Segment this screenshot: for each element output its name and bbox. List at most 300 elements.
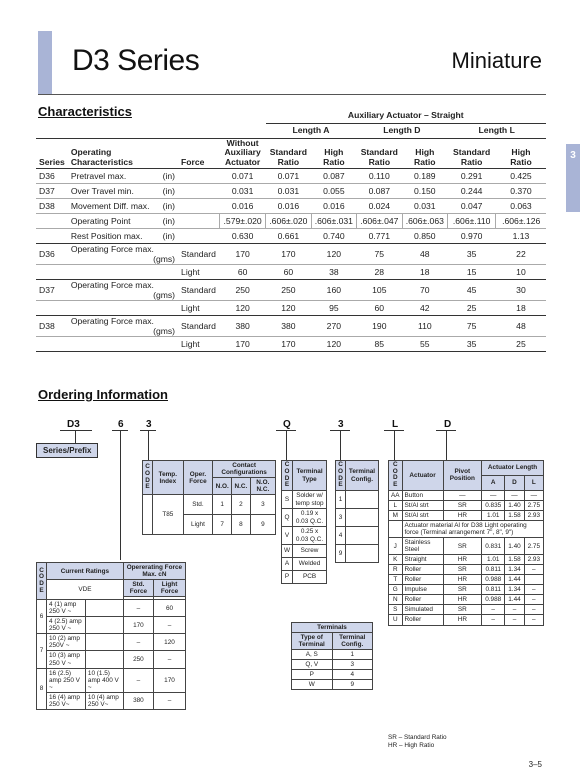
- col-std-a-l1: Standard: [269, 147, 307, 158]
- actuator-len-l: 2.75: [524, 538, 543, 555]
- value-cell: 30: [496, 280, 546, 301]
- actuator-len-l: —: [524, 490, 543, 500]
- char-row: [36, 214, 546, 229]
- force-light: Light: [183, 515, 213, 535]
- actuator-code: [389, 521, 403, 538]
- actuator-len-l: –: [524, 585, 543, 595]
- terminals-col1: Type of Terminal: [292, 633, 333, 650]
- actuator-pivot: SR: [443, 538, 482, 555]
- value-cell: 120: [311, 244, 356, 265]
- col-without-l2: Auxiliary: [224, 147, 261, 158]
- value-cell: 0.850: [402, 229, 447, 244]
- config-code: 4: [336, 527, 346, 545]
- actuator-code: T: [389, 575, 403, 585]
- length-l: L: [524, 475, 543, 490]
- terminals-body: [292, 650, 373, 690]
- rating: 10 (2) amp 250V ~: [47, 634, 86, 651]
- nc-header: N.C.: [232, 478, 251, 495]
- value-cell: 0.740: [311, 229, 356, 244]
- char-cell: [68, 184, 178, 199]
- light-force: –: [154, 651, 186, 668]
- col-high-a-l1: High: [324, 147, 344, 158]
- series-cell: D38: [36, 316, 68, 337]
- col-std-a: [266, 138, 312, 169]
- header-accent-bar: [38, 31, 52, 95]
- terminal-config-cell: 1: [332, 650, 372, 660]
- series-prefix-box: Series/Prefix: [36, 443, 98, 458]
- actuator-len-a: 1.01: [482, 555, 505, 565]
- col-force: Force: [178, 138, 220, 169]
- actuator-len-d: 1.44: [505, 575, 524, 585]
- value-cell: 28: [356, 265, 402, 280]
- actuator-code: G: [389, 585, 403, 595]
- col-operating: [68, 138, 178, 169]
- value-cell: 270: [311, 316, 356, 337]
- value-cell: 35: [447, 337, 496, 352]
- value-cell: 0.063: [496, 199, 546, 214]
- char-row: [36, 316, 546, 337]
- value-cell: 60: [266, 265, 312, 280]
- value-cell: 190: [356, 316, 402, 337]
- value-cell: 10: [496, 265, 546, 280]
- char-label: Movement Diff. max.: [70, 201, 150, 212]
- actuator-pivot: HR: [443, 555, 482, 565]
- char-cell: [68, 265, 178, 280]
- char-unit: (in): [162, 186, 176, 197]
- config-diagram: [346, 545, 379, 563]
- config-code: 3: [336, 509, 346, 527]
- col-std-a-l2: Ratio: [277, 157, 300, 168]
- current-row: [37, 668, 186, 692]
- value-cell: 160: [311, 280, 356, 301]
- current-row: [37, 634, 186, 651]
- characteristics-heading: Characteristics: [38, 104, 132, 119]
- char-row: [36, 244, 546, 265]
- char-unit: (in): [162, 216, 176, 227]
- code-col-label: [336, 461, 346, 491]
- terminal-type-cell: A, S: [292, 650, 333, 660]
- light-force: –: [154, 617, 186, 634]
- actuator-name: Straight: [402, 555, 443, 565]
- connector-line: [340, 430, 341, 460]
- actuator-name: Button: [402, 490, 443, 500]
- code-actuator: L: [392, 419, 399, 430]
- terminal-type-body: [282, 491, 327, 584]
- char-cell: [68, 316, 178, 337]
- terminal-label: 0.19 x 0.03 Q.C.: [293, 509, 327, 527]
- char-label: Operating Force max.: [70, 244, 154, 255]
- actuator-len-a: –: [482, 615, 505, 625]
- rating-b: 10 (4) amp 250 V~: [85, 692, 123, 709]
- terminal-type-header: Terminal Type: [293, 461, 327, 491]
- value-cell: 0.031: [220, 184, 266, 199]
- actuator-name: St/Al strt: [402, 510, 443, 520]
- value-cell: 0.087: [311, 169, 356, 184]
- col-high-a-l2: Ratio: [323, 157, 345, 168]
- value-cell: 120: [311, 337, 356, 352]
- value-cell: .606±.063: [402, 214, 447, 229]
- actuator-pivot: SR: [443, 565, 482, 575]
- terminal-type-cell: P: [292, 670, 333, 680]
- rating: 4 (1) amp 250 V ~: [47, 600, 86, 617]
- actuator-pivot: SR: [443, 605, 482, 615]
- value-cell: 0.031: [402, 199, 447, 214]
- value-cell: .606±.047: [356, 214, 402, 229]
- current-row: [37, 600, 186, 617]
- rating: 16 (4) amp 250 V~: [47, 692, 86, 709]
- rating: 10 (3) amp 250 V ~: [47, 651, 86, 668]
- actuator-len-l: 2.93: [524, 555, 543, 565]
- length-d-header: Length D: [356, 123, 447, 138]
- code-word: C O D E: [39, 566, 44, 594]
- rating-b: [85, 617, 123, 634]
- actuator-code: S: [389, 605, 403, 615]
- pivot-header: Pivot Position: [443, 461, 482, 491]
- value-cell: 0.016: [311, 199, 356, 214]
- actuator-pivot: HR: [443, 615, 482, 625]
- std-force: –: [123, 634, 153, 651]
- actuator-name: St/Al strt: [402, 500, 443, 510]
- actuator-code: R: [389, 565, 403, 575]
- series-cell: D37: [36, 184, 68, 199]
- value-cell: 0.031: [266, 184, 312, 199]
- force-std: Std.: [183, 495, 213, 515]
- col-std-l-l1: Standard: [453, 147, 491, 158]
- actuator-pivot: SR: [443, 500, 482, 510]
- char-label: Operating Point: [70, 216, 131, 227]
- terminal-type-cell: W: [292, 680, 333, 690]
- std-force-header: Std. Force: [123, 580, 153, 597]
- char-label: Over Travel min.: [70, 186, 134, 197]
- actuator-len-d: 1.34: [505, 585, 524, 595]
- value-cell: 60: [356, 301, 402, 316]
- connector-line: [148, 430, 149, 460]
- terminal-type-row: [282, 509, 327, 527]
- series-cell: D36: [36, 169, 68, 184]
- actuator-len-d: –: [505, 615, 524, 625]
- value-cell: 18: [496, 301, 546, 316]
- force-cell: [178, 169, 220, 184]
- value-cell: 120: [266, 301, 312, 316]
- code-col-label: [389, 461, 403, 491]
- code-col-label: [282, 461, 293, 491]
- char-cell: [68, 280, 178, 301]
- value-cell: .606±.110: [447, 214, 496, 229]
- nc-std: 2: [232, 495, 251, 515]
- aux-actuator-header: Auxiliary Actuator – Straight: [347, 110, 464, 121]
- side-tab: [566, 144, 580, 212]
- value-cell: 170: [220, 337, 266, 352]
- terminal-type-table: [281, 460, 327, 584]
- force-cell: Standard: [178, 316, 220, 337]
- actuator-len-a: 0.988: [482, 575, 505, 585]
- actuator-len-l: 2.75: [524, 500, 543, 510]
- value-cell: 250: [266, 280, 312, 301]
- actuator-len-a: 1.01: [482, 510, 505, 520]
- value-cell: 25: [496, 337, 546, 352]
- series-cell: D38: [36, 199, 68, 214]
- force-cell: [178, 229, 220, 244]
- char-row: [36, 199, 546, 214]
- value-cell: 38: [311, 265, 356, 280]
- value-cell: 45: [447, 280, 496, 301]
- value-cell: 22: [496, 244, 546, 265]
- light-force: –: [154, 692, 186, 709]
- value-cell: 75: [356, 244, 402, 265]
- force-cell: Standard: [178, 244, 220, 265]
- nonc-header: N.O. N.C.: [250, 478, 275, 495]
- force-cell: [178, 184, 220, 199]
- col-high-a: [311, 138, 356, 169]
- std-force: –: [123, 600, 153, 617]
- page-subtitle: Miniature: [451, 48, 542, 73]
- terminals-row: [292, 660, 373, 670]
- col-std-l: [447, 138, 496, 169]
- value-cell: 42: [402, 301, 447, 316]
- rating: 16 (2.5) amp 250 V ~: [47, 668, 86, 692]
- actuator-name: Roller: [402, 565, 443, 575]
- char-label: Rest Position max.: [70, 231, 143, 242]
- col-high-l-l2: Ratio: [510, 157, 532, 168]
- no-light: 7: [213, 515, 232, 535]
- light-force: 60: [154, 600, 186, 617]
- force-cell: [178, 214, 220, 229]
- actuator-len-a: 0.831: [482, 538, 505, 555]
- value-cell: 95: [311, 301, 356, 316]
- current-ratings-table: [36, 562, 186, 710]
- rating-b: [85, 600, 123, 617]
- value-cell: 0.024: [356, 199, 402, 214]
- char-unit: (gms): [153, 326, 176, 337]
- char-row: [36, 280, 546, 301]
- actuator-row: [389, 565, 544, 575]
- actuator-row: [389, 615, 544, 625]
- terminals-row: [292, 670, 373, 680]
- char-row: [36, 265, 546, 280]
- actuator-len-a: 0.811: [482, 565, 505, 575]
- config-code: 1: [336, 491, 346, 509]
- no-std: 1: [213, 495, 232, 515]
- value-cell: 60: [220, 265, 266, 280]
- actuator-pivot: HR: [443, 575, 482, 585]
- actuator-name: Roller: [402, 615, 443, 625]
- connector-line: [120, 430, 121, 560]
- config-diagram: [346, 491, 379, 509]
- length-a-header: Length A: [266, 123, 357, 138]
- nonc-light: 9: [250, 515, 275, 535]
- col-std-d-l1: Standard: [360, 147, 398, 158]
- value-cell: 250: [220, 280, 266, 301]
- terminals-title: Terminals: [292, 623, 373, 633]
- actuator-code: J: [389, 538, 403, 555]
- char-label: Operating Force max.: [70, 280, 154, 291]
- actuator-table: [388, 460, 544, 626]
- actuator-len-d: 1.40: [505, 500, 524, 510]
- value-cell: 0.244: [447, 184, 496, 199]
- actuator-len-d: —: [505, 490, 524, 500]
- current-body: [37, 600, 186, 710]
- col-operating-line2: Characteristics: [70, 157, 133, 168]
- rating-b: 10 (1.5) amp 400 V ~: [85, 668, 123, 692]
- length-l-header: Length L: [447, 123, 546, 138]
- col-high-l: [496, 138, 546, 169]
- actuator-len-l: 2.93: [524, 510, 543, 520]
- code-contact: 3: [146, 419, 152, 430]
- value-cell: 85: [356, 337, 402, 352]
- actuator-name: Roller: [402, 575, 443, 585]
- page-number: 3–5: [528, 760, 542, 769]
- value-cell: 0.047: [447, 199, 496, 214]
- char-unit: (in): [162, 171, 176, 182]
- rating-b: [85, 634, 123, 651]
- terminals-row: [292, 680, 373, 690]
- force-cell: Light: [178, 301, 220, 316]
- actuator-name: Roller: [402, 595, 443, 605]
- terminal-type-row: [282, 491, 327, 509]
- force-cell: Light: [178, 265, 220, 280]
- actuator-body: [389, 490, 544, 625]
- code-d3: D3: [67, 419, 80, 430]
- actuator-name: Simulated: [402, 605, 443, 615]
- page-title: D3 Series: [72, 44, 200, 77]
- actuator-row: [389, 555, 544, 565]
- terminal-type-row: [282, 558, 327, 571]
- actuator-notes: [388, 734, 447, 751]
- series-cell: D37: [36, 280, 68, 301]
- char-row: [36, 169, 546, 184]
- code-length: D: [444, 419, 452, 430]
- char-cell: [68, 244, 178, 265]
- terminal-label: Screw: [293, 545, 327, 558]
- length-a: A: [482, 475, 505, 490]
- value-cell: 48: [402, 244, 447, 265]
- terminal-type-row: [282, 571, 327, 584]
- series-cell: D36: [36, 244, 68, 265]
- actuator-len-a: 0.835: [482, 500, 505, 510]
- code-word: C O D E: [145, 463, 150, 491]
- actuator-len-d: 1.44: [505, 595, 524, 605]
- connector-line: [75, 430, 76, 444]
- value-cell: 18: [402, 265, 447, 280]
- col-without: [220, 138, 266, 169]
- current-ratings-header: Current Ratings: [47, 563, 124, 580]
- terminal-code: P: [282, 571, 293, 584]
- code-word: C O D E: [284, 461, 290, 489]
- value-cell: 0.110: [356, 169, 402, 184]
- terminal-label: Welded: [293, 558, 327, 571]
- actuator-len-l: –: [524, 605, 543, 615]
- terminal-code: Q: [282, 509, 293, 527]
- value-cell: 70: [402, 280, 447, 301]
- actuator-row: [389, 595, 544, 605]
- code-current: 6: [118, 419, 124, 430]
- actuator-len-l: –: [524, 595, 543, 605]
- char-label: Pretravel max.: [70, 171, 127, 182]
- value-cell: 0.189: [402, 169, 447, 184]
- col-high-d-l2: Ratio: [414, 157, 436, 168]
- actuator-row: [389, 521, 544, 538]
- char-cell: [68, 337, 178, 352]
- nonc-std: 3: [250, 495, 275, 515]
- connector-line: [446, 430, 447, 460]
- config-code: 9: [336, 545, 346, 563]
- terminal-code: A: [282, 558, 293, 571]
- actuator-pivot: SR: [443, 585, 482, 595]
- temp-index-header: Temp. Index: [153, 461, 184, 495]
- value-cell: 110: [402, 316, 447, 337]
- col-high-d-l1: High: [415, 147, 435, 158]
- characteristics-table: [36, 108, 546, 352]
- force-cell: Standard: [178, 280, 220, 301]
- value-cell: 105: [356, 280, 402, 301]
- series-cell: [36, 337, 68, 352]
- light-force: 170: [154, 668, 186, 692]
- actuator-code: K: [389, 555, 403, 565]
- actuator-row: [389, 500, 544, 510]
- value-cell: 170: [220, 244, 266, 265]
- value-cell: 120: [220, 301, 266, 316]
- actuator-len-a: 0.988: [482, 595, 505, 605]
- light-force-header: Light Force: [154, 580, 186, 597]
- char-cell: [68, 199, 178, 214]
- config-diagram: [346, 509, 379, 527]
- actuator-code: L: [389, 500, 403, 510]
- value-cell: 1.13: [496, 229, 546, 244]
- terminal-type-row: [282, 545, 327, 558]
- value-cell: 0.055: [311, 184, 356, 199]
- oper-force-max-header: Opererating Force Max. cN: [123, 563, 185, 580]
- actuator-row: [389, 585, 544, 595]
- terminal-code: S: [282, 491, 293, 509]
- force-cell: Light: [178, 337, 220, 352]
- value-cell: 0.661: [266, 229, 312, 244]
- value-cell: 75: [447, 316, 496, 337]
- actuator-row: [389, 575, 544, 585]
- value-cell: 0.425: [496, 169, 546, 184]
- actuator-pivot: —: [443, 490, 482, 500]
- actuator-len-d: 1.34: [505, 565, 524, 575]
- terminal-config-cell: 3: [332, 660, 372, 670]
- actuator-len-d: 1.58: [505, 510, 524, 520]
- length-d: D: [505, 475, 524, 490]
- actuator-len-d: 1.40: [505, 538, 524, 555]
- code-word: C O D E: [338, 461, 343, 489]
- current-code: 6: [37, 600, 47, 634]
- terminal-config-header: Terminal Config.: [346, 461, 379, 491]
- value-cell: .606±.126: [496, 214, 546, 229]
- code-col-label: [37, 563, 47, 600]
- actuator-code: M: [389, 510, 403, 520]
- actuator-len-a: —: [482, 490, 505, 500]
- value-cell: 380: [220, 316, 266, 337]
- char-label: Operating Force max.: [70, 316, 154, 327]
- current-code: 7: [37, 634, 47, 668]
- actuator-note: Actuator material Al for D38 Light operating force (Terminal arrangement 7", 8", 9"): [402, 521, 543, 538]
- terminal-code: V: [282, 527, 293, 545]
- contact-config-table: [142, 460, 276, 535]
- series-cell: [36, 229, 68, 244]
- actuator-len-l: [524, 575, 543, 585]
- char-cell: [68, 169, 178, 184]
- value-cell: 380: [266, 316, 312, 337]
- char-unit: (gms): [153, 290, 176, 301]
- actuator-len-d: –: [505, 605, 524, 615]
- value-cell: 55: [402, 337, 447, 352]
- value-cell: 0.016: [220, 199, 266, 214]
- char-row: [36, 301, 546, 316]
- series-cell: [36, 265, 68, 280]
- code-terminal-type: Q: [283, 419, 291, 430]
